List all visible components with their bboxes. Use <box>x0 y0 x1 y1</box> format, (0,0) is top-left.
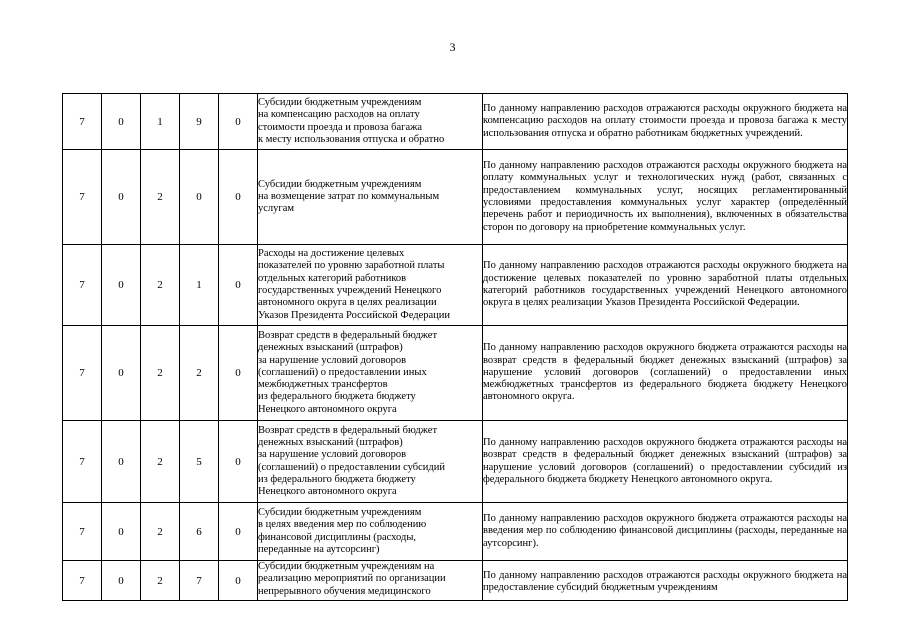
table-row <box>63 561 848 601</box>
expense-description: По данному направлению расходов окружного бюджета отражаются расходы на возврат средств в федеральный бюджет денежных взысканий (штрафов) за нарушение условий договоров (соглашений) о предоставлении субсидий из федерального бюджета бюджету Ненецкого автономного округа. <box>483 421 848 503</box>
expense-name-line: денежных взысканий (штрафов) <box>258 342 403 354</box>
code-digit-1: 7 <box>63 150 102 245</box>
code-digit-3: 2 <box>141 421 180 503</box>
expense-name-line: автономного округа в целях реализации <box>258 297 437 309</box>
code-digit-3: 2 <box>141 326 180 421</box>
code-digit-2: 0 <box>102 245 141 326</box>
expense-name-line: из федерального бюджета бюджету <box>258 473 416 485</box>
expense-name <box>258 150 483 245</box>
expense-name-line: денежных взысканий (штрафов) <box>258 436 403 448</box>
expense-name <box>258 503 483 561</box>
expense-name-line: Ненецкого автономного округа <box>258 486 397 498</box>
expense-name-line: за нарушение условий договоров <box>258 354 407 366</box>
expense-name-line: государственных учреждений Ненецкого <box>258 285 442 296</box>
expense-name-line: на компенсацию расходов на оплату <box>258 109 420 121</box>
expense-name <box>258 561 483 601</box>
expense-name <box>258 326 483 421</box>
table-row <box>63 503 848 561</box>
expense-name-line: услугам <box>258 203 295 215</box>
code-digit-3: 2 <box>141 150 180 245</box>
code-digit-2: 0 <box>102 503 141 561</box>
expense-name-line: непрерывного обучения медицинского <box>258 585 431 597</box>
code-digit-1: 7 <box>63 561 102 601</box>
expense-name-line: Субсидии бюджетным учреждениям на <box>258 561 435 572</box>
code-digit-3: 2 <box>141 245 180 326</box>
code-digit-5: 0 <box>219 421 258 503</box>
expense-name-line: (соглашений) о предоставлении субсидий <box>258 461 446 473</box>
code-digit-4: 6 <box>180 503 219 561</box>
expense-description: По данному направлению расходов окружного бюджета отражаются расходы на возврат средств в федеральный бюджет денежных взысканий (штрафов) за нарушение условий договоров (соглашений) о предоставлении иных межбюджетных трансфертов из федерального бюджета бюджету Ненецкого автономного округа. <box>483 326 848 421</box>
code-digit-2: 0 <box>102 421 141 503</box>
table-row <box>63 245 848 326</box>
expense-name-line: Субсидии бюджетным учреждениям <box>258 178 422 190</box>
code-digit-1: 7 <box>63 94 102 150</box>
code-digit-4: 1 <box>180 245 219 326</box>
expense-name-line: Ненецкого автономного округа <box>258 403 397 415</box>
expense-name-line: финансовой дисциплины (расходы, <box>258 531 416 543</box>
table-row <box>63 94 848 150</box>
code-digit-1: 7 <box>63 421 102 503</box>
code-digit-5: 0 <box>219 326 258 421</box>
page-number: 3 <box>449 40 456 54</box>
expense-name-line: в целях введения мер по соблюдению <box>258 519 427 531</box>
expense-name <box>258 94 483 150</box>
expense-name <box>258 245 483 326</box>
code-digit-5: 0 <box>219 561 258 601</box>
code-digit-2: 0 <box>102 326 141 421</box>
expense-description: По данному направлению расходов отражаются расходы окружного бюджета на компенсацию расходов на оплату стоимости проезда и провоза багажа к месту использования отпуска и обратно работникам бюджетных учреждений. <box>483 94 848 150</box>
code-digit-1: 7 <box>63 245 102 326</box>
expense-name-line: из федерального бюджета бюджету <box>258 391 416 403</box>
expense-name-line: Субсидии бюджетным учреждениям <box>258 96 422 108</box>
code-digit-2: 0 <box>102 561 141 601</box>
code-digit-1: 7 <box>63 503 102 561</box>
expense-name-line: на возмещение затрат по коммунальным <box>258 190 440 202</box>
table-row <box>63 421 848 503</box>
expense-name <box>258 421 483 503</box>
expense-name-line: Субсидии бюджетным учреждениям <box>258 506 422 518</box>
code-digit-5: 0 <box>219 503 258 561</box>
code-digit-3: 2 <box>141 503 180 561</box>
expense-name-line: межбюджетных трансфертов <box>258 379 388 391</box>
code-digit-4: 2 <box>180 326 219 421</box>
expense-description: По данному направлению расходов отражаются расходы окружного бюджета на оплату коммунальных услуг и технологических нужд (работ, связанных с предоставлением коммунальных услуг, носящих регламентированный условиями предоставления коммунальных услуг характер (определённый перечень работ и периодичность их выполнения), включенных в обязательства сторон по договору на приобретение коммунальных услуг. <box>483 150 848 245</box>
expense-description: По данному направлению расходов окружного бюджета отражаются расходы на введения мер по соблюдению финансовой дисциплины (расходы, переданные на аутсорсинг). <box>483 503 848 561</box>
code-digit-5: 0 <box>219 150 258 245</box>
expense-name-line: к месту использования отпуска и обратно <box>258 133 445 145</box>
expense-name-line: (соглашений) о предоставлении иных <box>258 366 427 378</box>
expense-name-line: реализацию мероприятий по организации <box>258 573 446 585</box>
code-digit-2: 0 <box>102 94 141 150</box>
expense-description: По данному направлению расходов отражаются расходы окружного бюджета на достижение целевых показателей по уровню заработной платы отдельных категорий работников государственных учреждений Ненецкого автономного округа в целях реализации Указов Президента Российской Федерации. <box>483 245 848 326</box>
expense-name-line: за нарушение условий договоров <box>258 449 407 461</box>
code-digit-3: 1 <box>141 94 180 150</box>
expense-name-line: стоимости проезда и провоза багажа <box>258 121 423 133</box>
code-digit-5: 0 <box>219 245 258 326</box>
code-digit-4: 5 <box>180 421 219 503</box>
expense-name-line: Возврат средств в федеральный бюджет <box>258 329 438 341</box>
code-digit-4: 9 <box>180 94 219 150</box>
code-digit-5: 0 <box>219 94 258 150</box>
code-digit-3: 2 <box>141 561 180 601</box>
expense-name-line: показателей по уровню заработной платы <box>258 260 445 272</box>
code-digit-2: 0 <box>102 150 141 245</box>
budget-classification-table <box>62 93 848 601</box>
table-row <box>63 150 848 245</box>
code-digit-4: 0 <box>180 150 219 245</box>
table-row <box>63 326 848 421</box>
expense-name-line: Расходы на достижение целевых <box>258 248 405 260</box>
code-digit-4: 7 <box>180 561 219 601</box>
expense-name-line: Возврат средств в федеральный бюджет <box>258 424 438 436</box>
expense-name-line: отдельных категорий работников <box>258 272 407 284</box>
code-digit-1: 7 <box>63 326 102 421</box>
expense-description: По данному направлению расходов отражаются расходы окружного бюджета на предоставление субсидий бюджетным учреждениям <box>483 561 848 601</box>
expense-name-line: переданные на аутсорсинг) <box>258 543 380 555</box>
expense-name-line: Указов Президента Российской Федерации <box>258 309 451 321</box>
